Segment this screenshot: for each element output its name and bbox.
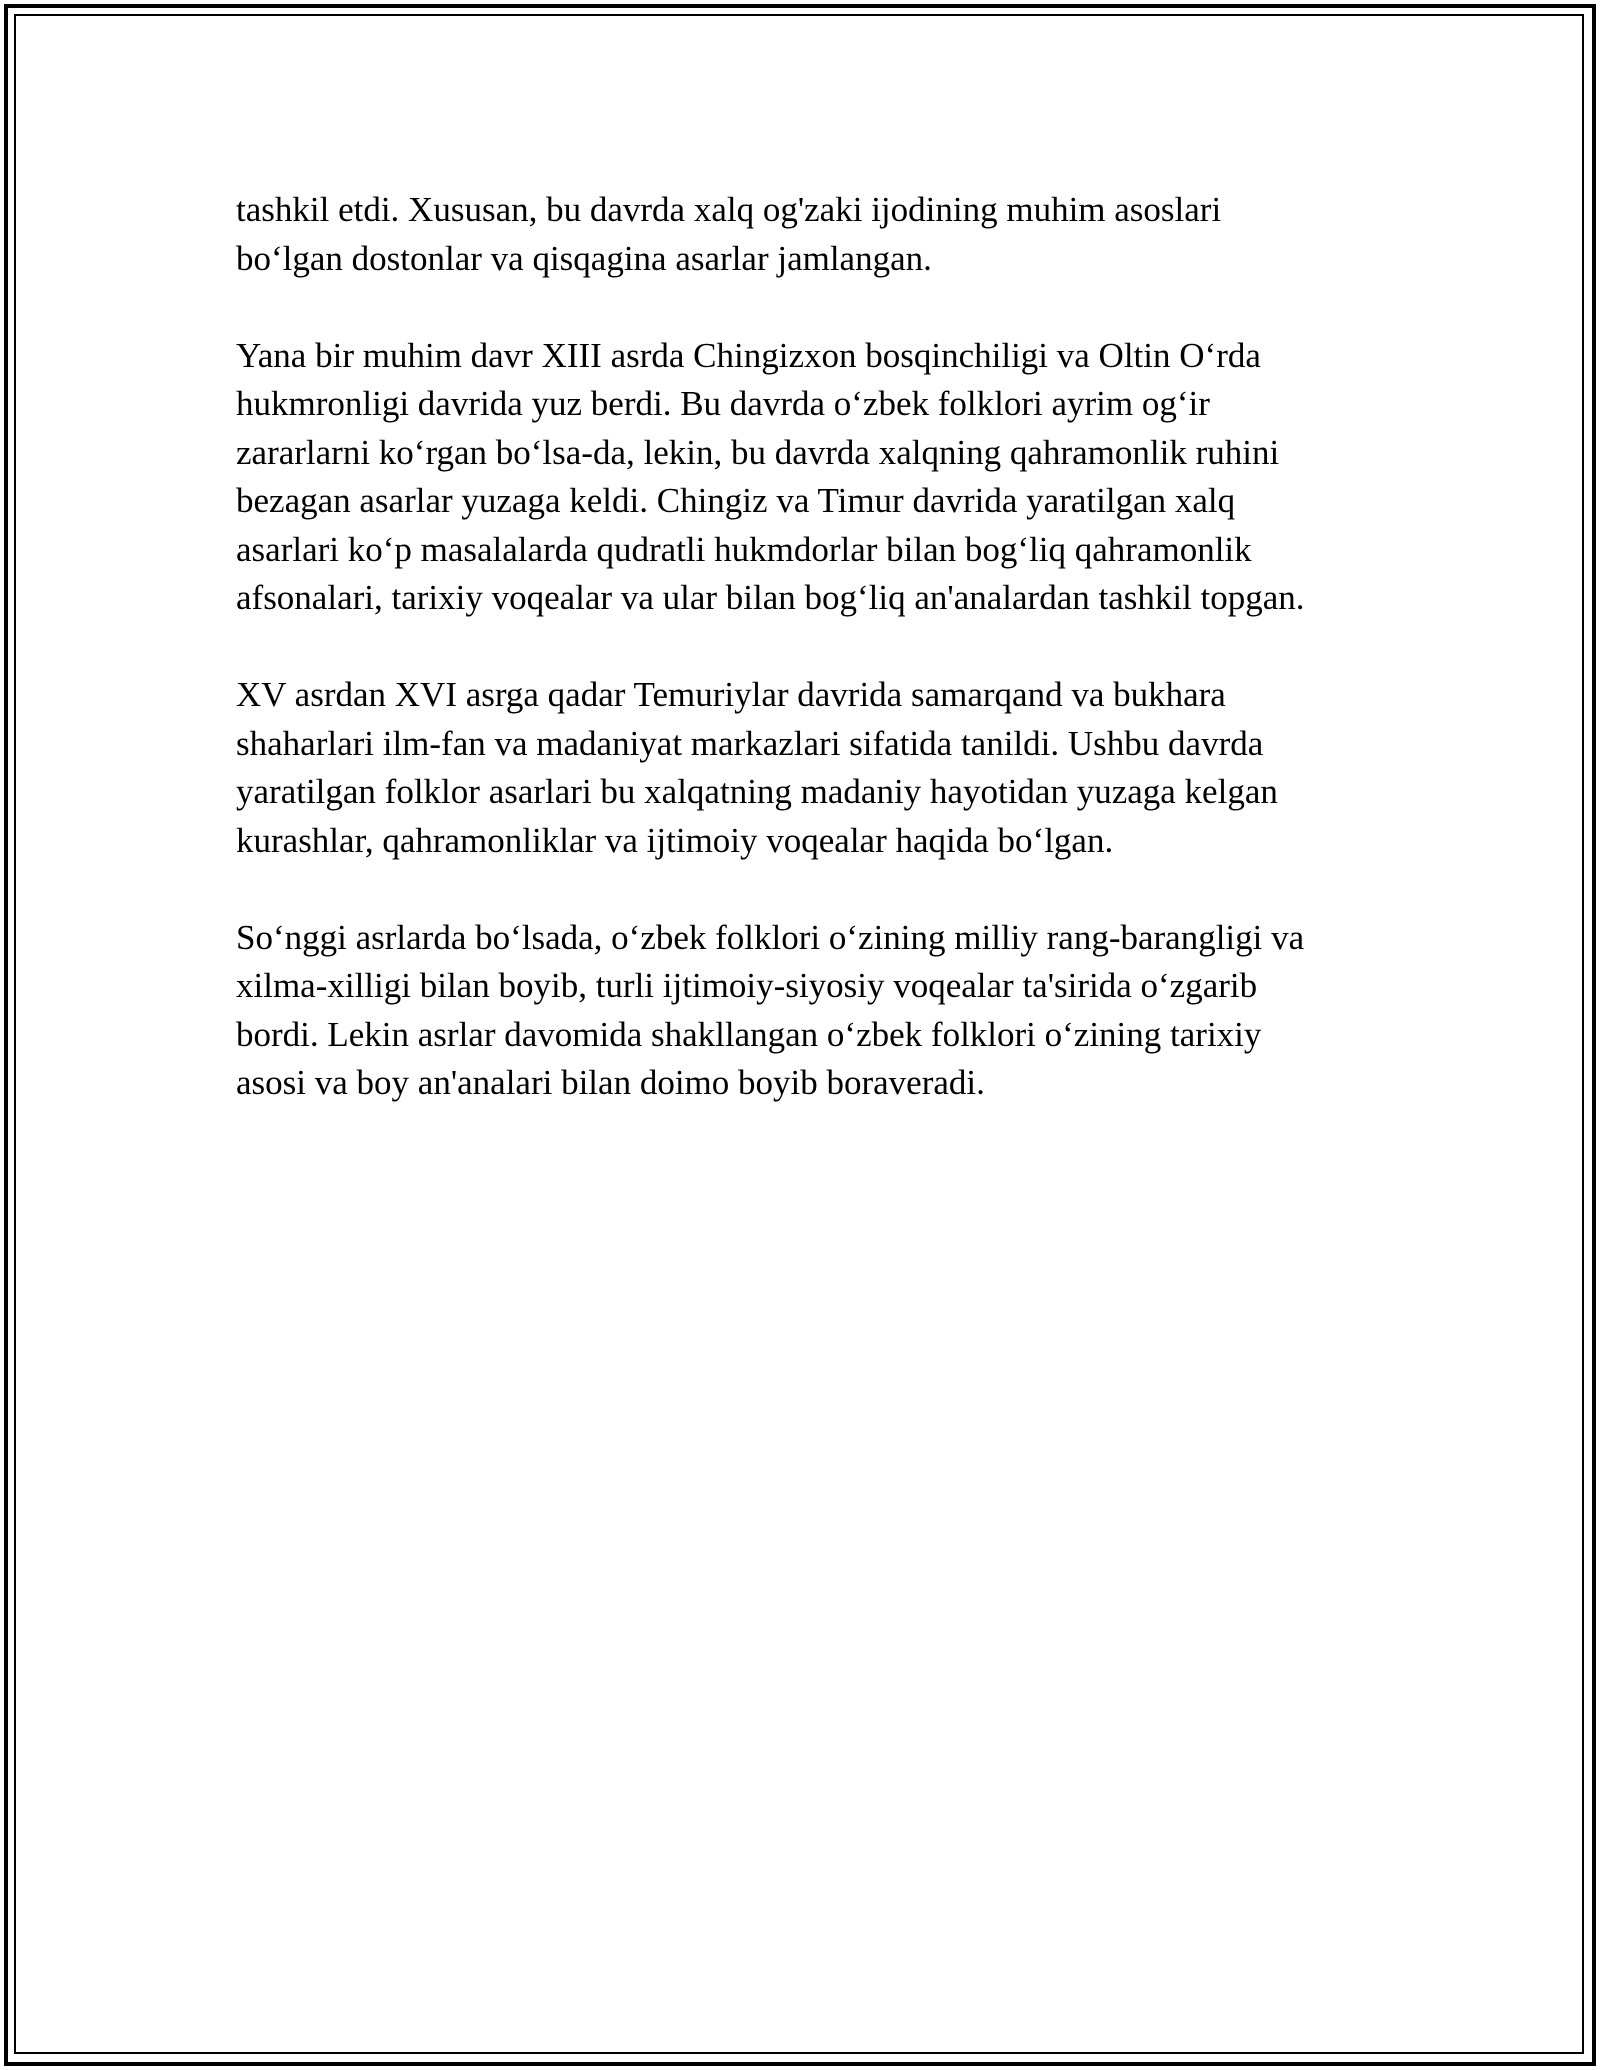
text-line: XV asrdan XVI asrga qadar Temuriylar davrida samarqand va bukhara bbox=[236, 675, 1226, 714]
paragraph-3 bbox=[236, 671, 1366, 865]
document-body bbox=[236, 186, 1366, 1156]
paragraph-1 bbox=[236, 186, 1366, 283]
text-line: yaratilgan folklor asarlari bu xalqatning madaniy hayotidan yuzaga kelgan bbox=[236, 772, 1278, 811]
text-line: Yana bir muhim davr XIII asrda Chingizxon bosqinchiligi va Oltin O‘rda bbox=[236, 335, 1261, 375]
paragraph-2 bbox=[236, 332, 1366, 623]
text-line: bo‘lgan dostonlar va qisqagina asarlar jamlangan. bbox=[236, 238, 932, 278]
text-line: kurashlar, qahramonliklar va ijtimoiy voqealar haqida bo‘lgan. bbox=[236, 820, 1114, 860]
text-line: tashkil etdi. Xususan, bu davrda xalq og'zaki ijodining muhim asoslari bbox=[236, 190, 1222, 229]
text-line: zararlarni ko‘rgan bo‘lsa-da, lekin, bu davrda xalqning qahramonlik ruhini bbox=[236, 432, 1280, 472]
text-line: bezagan asarlar yuzaga keldi. Chingiz va Timur davrida yaratilgan xalq bbox=[236, 481, 1236, 520]
text-line: shaharlari ilm-fan va madaniyat markazlari sifatida tanildi. Ushbu davrda bbox=[236, 723, 1264, 763]
text-line: asosi va boy an'analari bilan doimo boyib boraveradi. bbox=[236, 1063, 985, 1102]
text-line: xilma-xilligi bilan boyib, turli ijtimoiy-siyosiy voqealar ta'sirida o‘zgarib bbox=[236, 966, 1258, 1005]
text-line: So‘nggi asrlarda bo‘lsada, o‘zbek folklori o‘zining milliy rang-barangligi va bbox=[236, 917, 1305, 957]
text-line: afsonalari, tarixiy voqealar va ular bilan bog‘liq an'analardan tashkil topgan. bbox=[236, 578, 1305, 617]
text-line: hukmronligi davrida yuz berdi. Bu davrda o‘zbek folklori ayrim og‘ir bbox=[236, 384, 1210, 423]
text-line: bordi. Lekin asrlar davomida shakllangan o‘zbek folklori o‘zining tarixiy bbox=[236, 1014, 1262, 1054]
paragraph-4 bbox=[236, 914, 1366, 1108]
text-line: asarlari ko‘p masalalarda qudratli hukmdorlar bilan bog‘liq qahramonlik bbox=[236, 529, 1252, 569]
